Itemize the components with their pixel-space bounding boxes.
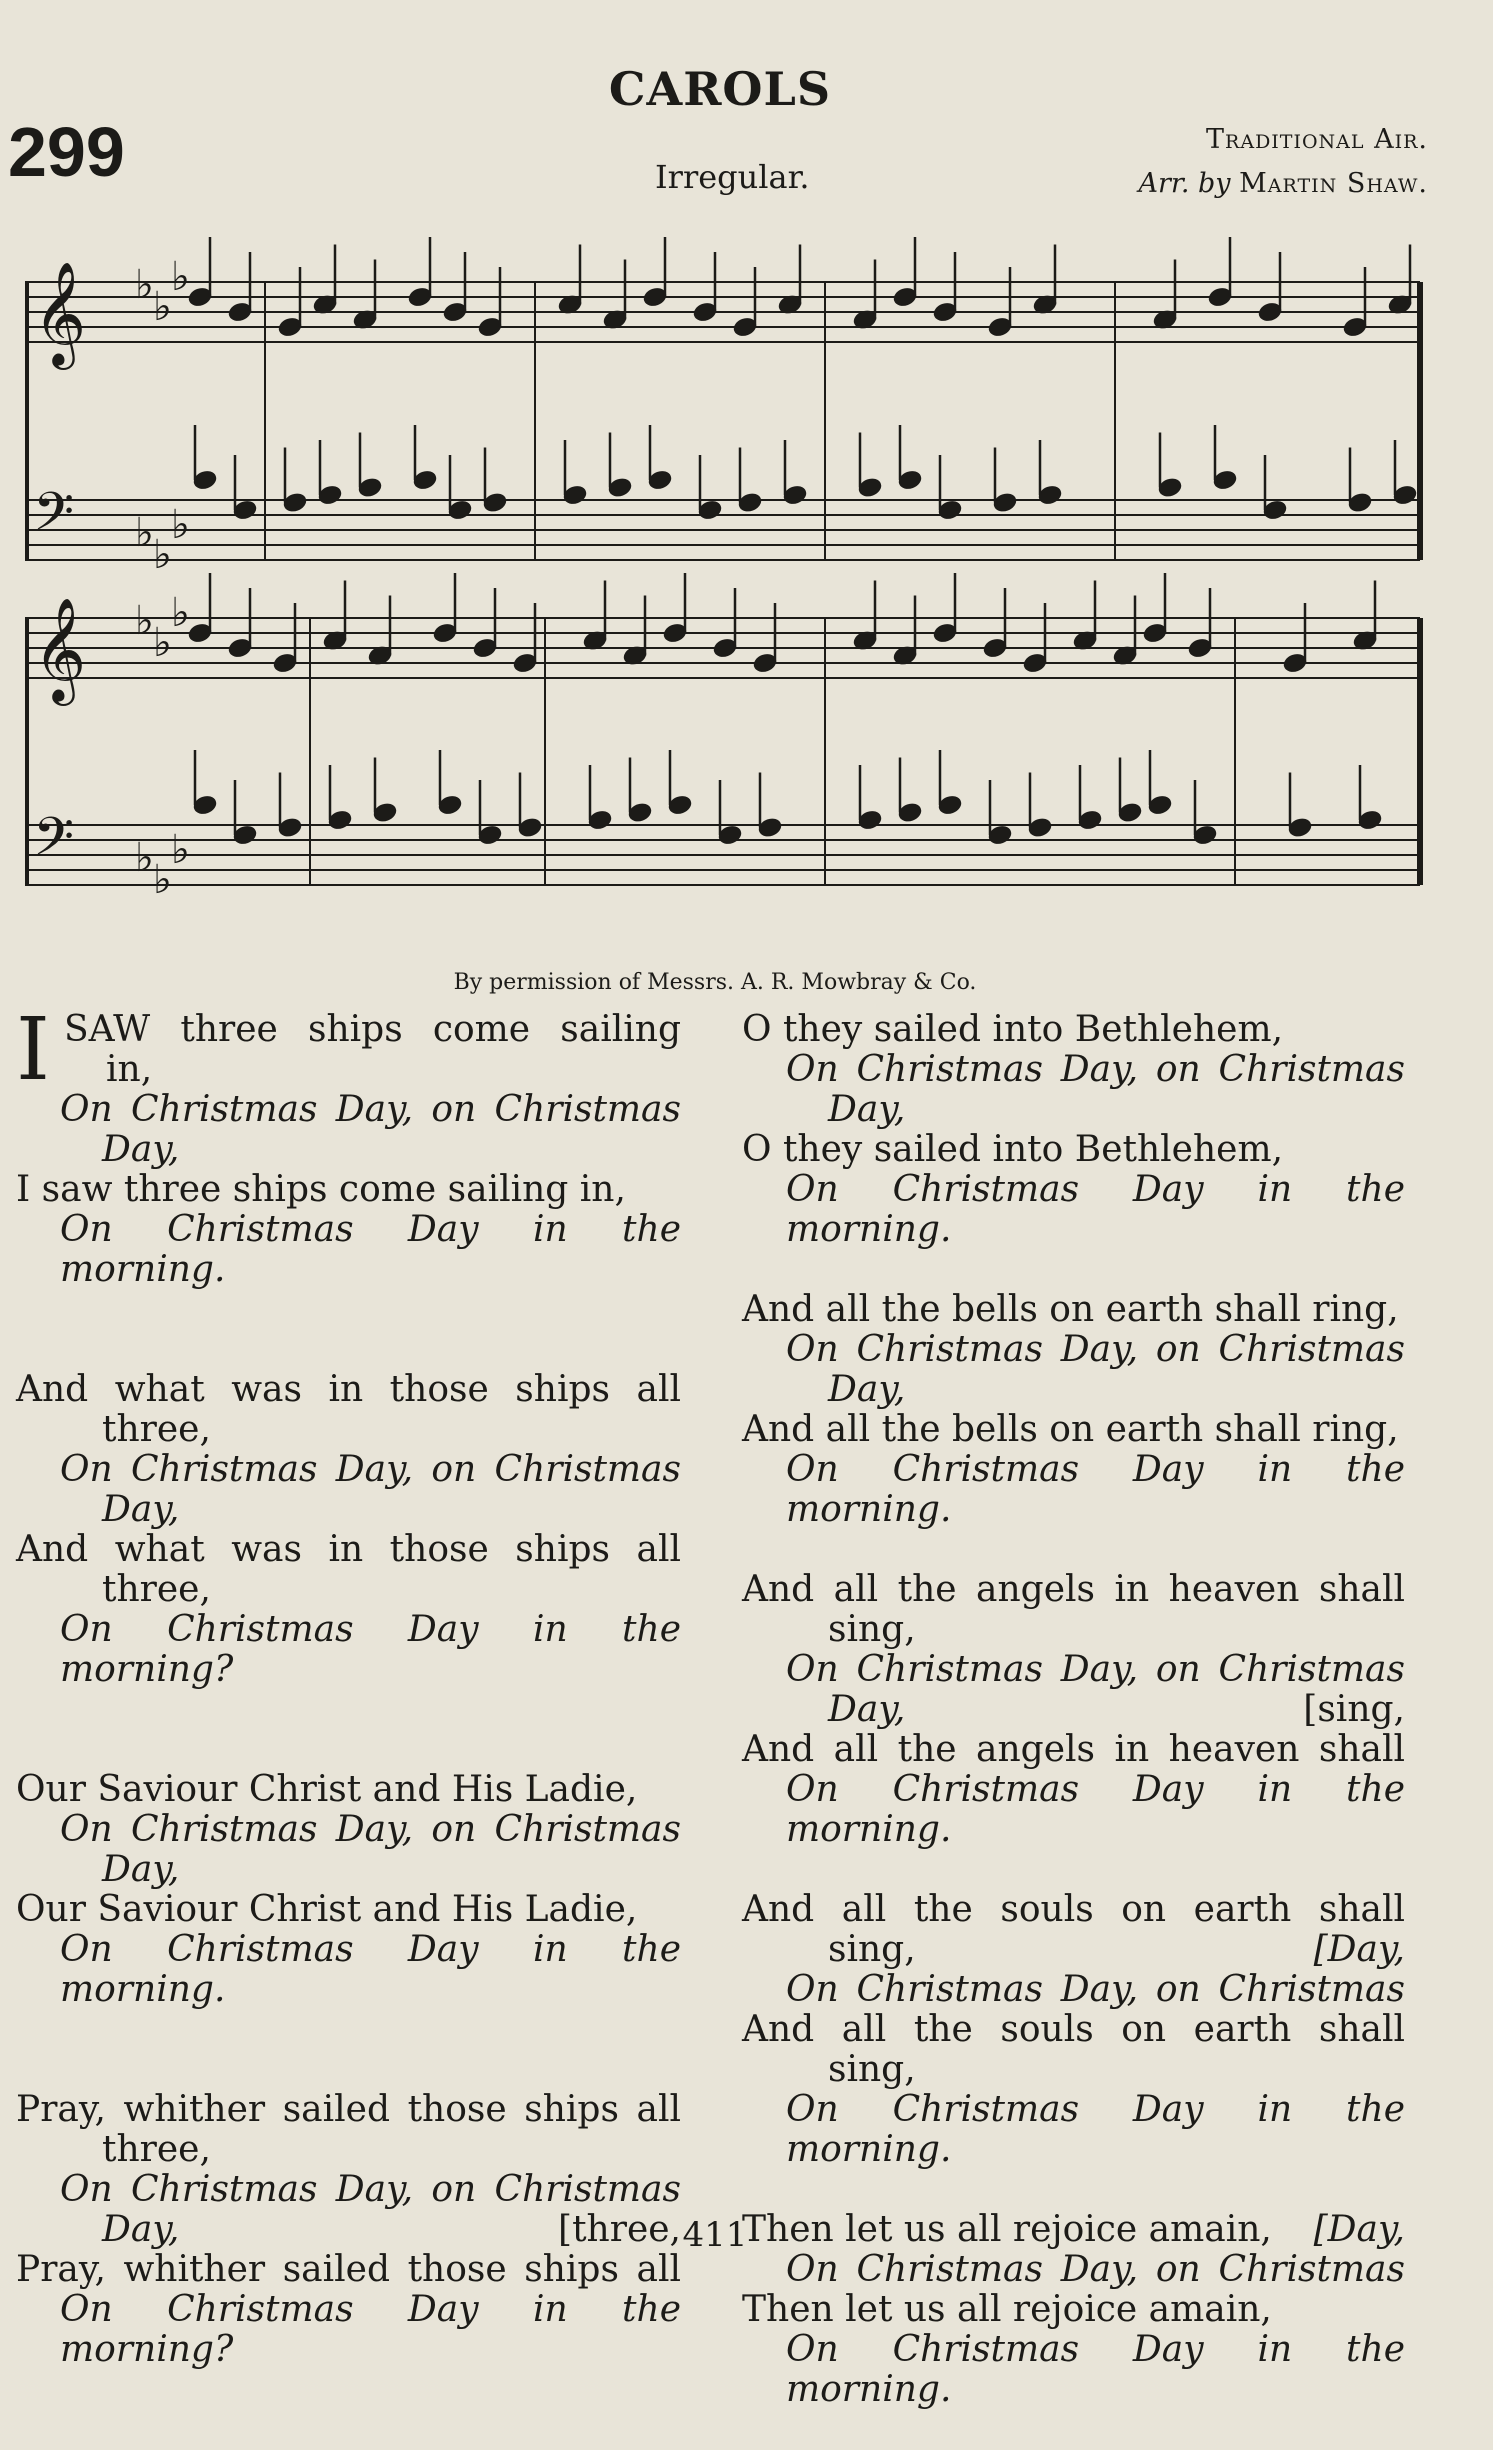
bass-clef: 𝄢: [33, 482, 75, 556]
lyric-line: SAW three ships come sailing: [63, 1009, 681, 1050]
lyric-fragment: Then let us all rejoice amain,: [742, 2209, 1272, 2250]
attribution: [1138, 118, 1428, 206]
lyric-line: And what was in those ships all: [16, 1369, 681, 1410]
flat-sign: ♭: [171, 254, 190, 300]
lyric-line: On Christmas Day, on Christmas: [786, 1649, 1405, 1690]
lyric-line: And all the souls on earth shall: [742, 1889, 1405, 1930]
arranger-name: Martin Shaw.: [1239, 168, 1428, 199]
lyric-line: Pray, whither sailed those ships all: [16, 2249, 681, 2290]
flat-sign: ♭: [135, 510, 154, 556]
treble-clef: 𝄞: [33, 597, 87, 702]
lyric-line: On Christmas Day in the morning.: [786, 2329, 1405, 2410]
lyric-overflow: [Day,: [1313, 2209, 1405, 2250]
meter-label: Irregular.: [655, 158, 810, 196]
lyric-line: And all the angels in heaven shall: [742, 1569, 1405, 1610]
flat-sign: ♭: [171, 827, 190, 873]
lyric-line: On Christmas Day, on Christmas: [786, 1329, 1405, 1370]
lyric-line: On Christmas Day in the morning.: [786, 2089, 1405, 2170]
lyric-line: three,: [102, 1569, 211, 1610]
lyric-line: Day,: [102, 1129, 180, 1170]
lyric-line: On Christmas Day in the morning.: [786, 1449, 1405, 1530]
lyric-line: [742, 1930, 1405, 1970]
stanza: [16, 1000, 681, 1290]
lyric-line: On Christmas Day in the morning?: [60, 2289, 681, 2370]
lyric-line: On Christmas Day in the morning.: [60, 1929, 681, 2010]
lyric-line: On Christmas Day in the morning?: [60, 1609, 681, 1690]
lyric-line: Day,: [102, 1849, 180, 1890]
lyric-line: And all the bells on earth shall ring,: [742, 1409, 1399, 1450]
page-number: 411: [682, 2215, 748, 2255]
bass-clef: 𝄢: [33, 807, 75, 881]
flat-sign: ♭: [135, 835, 154, 881]
lyric-line: [742, 1690, 1405, 1730]
flat-sign: ♭: [153, 284, 172, 330]
flat-sign: ♭: [153, 532, 172, 578]
lyric-line: I saw three ships come sailing in,: [16, 1169, 626, 1210]
arranger-prefix: Arr. by: [1138, 168, 1231, 199]
stanza: [742, 1890, 1405, 2170]
lyric-fragment: Day,: [828, 1689, 906, 1730]
lyric-line: On Christmas Day in the morning.: [60, 1209, 681, 1290]
tune-source: Traditional Air.: [1206, 124, 1428, 155]
flat-sign: ♭: [135, 262, 154, 308]
lyric-line: in,: [106, 1049, 153, 1090]
lyric-line: And all the angels in heaven shall: [742, 1729, 1405, 1770]
lyric-line: three,: [102, 1409, 211, 1450]
lyric-line: Day,: [102, 1489, 180, 1530]
flat-sign: ♭: [135, 598, 154, 644]
stanza: [742, 1570, 1405, 1850]
flat-sign: ♭: [171, 590, 190, 636]
flat-sign: ♭: [153, 857, 172, 903]
lyric-line: Our Saviour Christ and His Ladie,: [16, 1769, 638, 1810]
drop-cap: I: [16, 1000, 50, 1100]
lyric-line: On Christmas Day, on Christmas: [786, 1969, 1405, 2010]
lyric-line: On Christmas Day, on Christmas: [786, 2249, 1405, 2290]
flat-sign: ♭: [171, 502, 190, 548]
lyric-line: Our Saviour Christ and His Ladie,: [16, 1889, 638, 1930]
lyric-line: And what was in those ships all: [16, 1529, 681, 1570]
flat-sign: ♭: [153, 620, 172, 666]
stanza: [16, 1370, 681, 1690]
lyric-line: On Christmas Day in the morning.: [786, 1169, 1405, 1250]
lyric-line: O they sailed into Bethlehem,: [742, 1129, 1284, 1170]
lyric-line: sing,: [828, 1609, 916, 1650]
lyric-line: O they sailed into Bethlehem,: [742, 1009, 1284, 1050]
lyric-line: Day,: [828, 1089, 906, 1130]
lyric-line: On Christmas Day, on Christmas: [786, 1049, 1405, 1090]
stanza: [16, 1770, 681, 2010]
lyric-overflow: [three,: [558, 2209, 681, 2250]
lyric-line: Pray, whither sailed those ships all: [16, 2089, 681, 2130]
page-title: CAROLS: [608, 62, 832, 116]
lyric-line: And all the souls on earth shall: [742, 2009, 1405, 2050]
lyric-line: On Christmas Day, on Christmas: [60, 1809, 681, 1850]
stanza: [742, 1290, 1405, 1530]
lyric-line: three,: [102, 2129, 211, 2170]
treble-clef: 𝄞: [33, 261, 87, 366]
lyric-line: On Christmas Day in the morning.: [786, 1769, 1405, 1850]
lyric-fragment: Day,: [102, 2209, 180, 2250]
lyric-overflow: [Day,: [1313, 1929, 1405, 1970]
lyric-line: Then let us all rejoice amain,: [742, 2289, 1272, 2330]
lyric-overflow: [sing,: [1303, 1689, 1405, 1730]
hymn-number: 299: [8, 113, 125, 191]
copyright-credit: By permission of Messrs. A. R. Mowbray & Co.: [453, 970, 977, 995]
lyric-line: And all the bells on earth shall ring,: [742, 1289, 1399, 1330]
lyric-fragment: sing,: [828, 1929, 916, 1970]
stanza: [742, 1010, 1405, 1250]
lyric-line: sing,: [828, 2049, 916, 2090]
lyric-line: Day,: [828, 1369, 906, 1410]
lyric-line: On Christmas Day, on Christmas: [60, 1089, 681, 1130]
music-score: [25, 200, 1445, 960]
lyric-line: On Christmas Day, on Christmas: [60, 2169, 681, 2210]
lyric-line: On Christmas Day, on Christmas: [60, 1449, 681, 1490]
